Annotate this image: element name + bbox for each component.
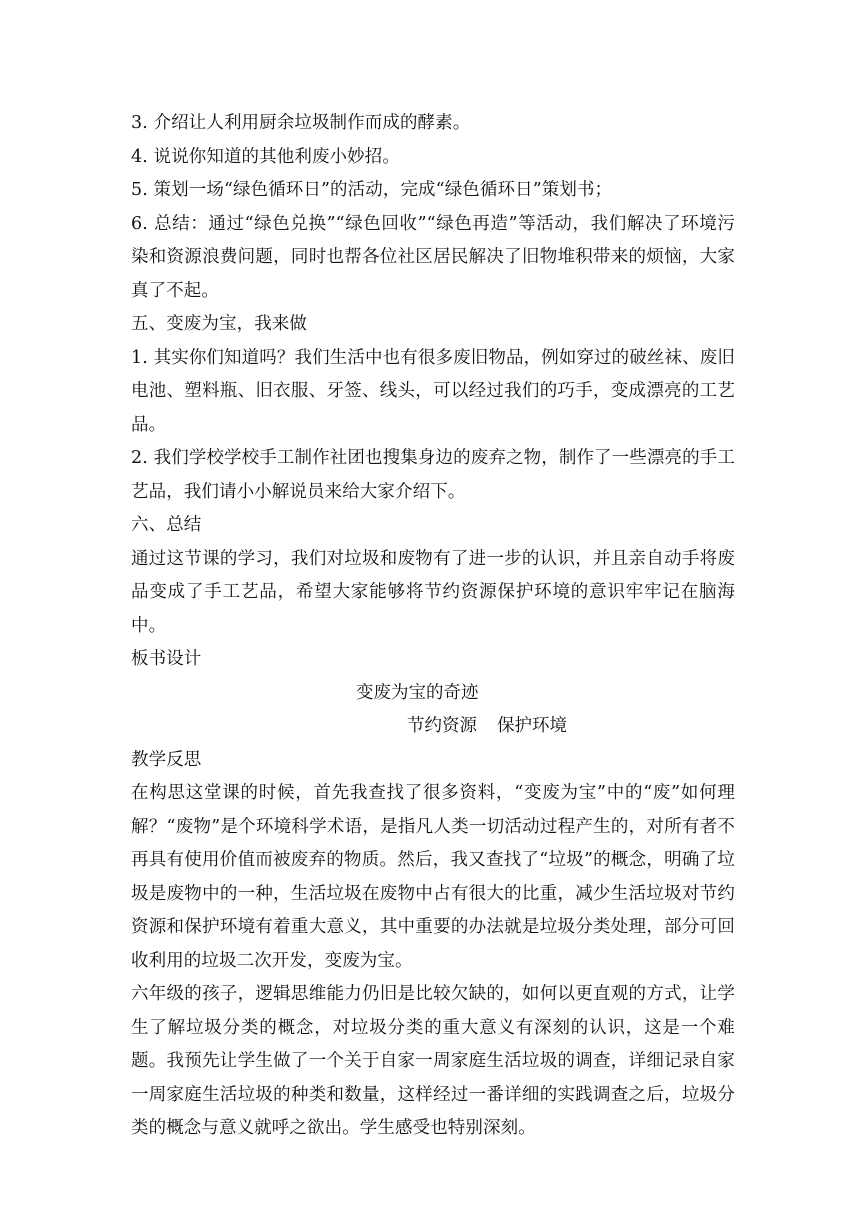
section-5-item-2: 2. 我们学校学校手工制作社团也搜集身边的废弃之物，制作了一些漂亮的手工艺品，我们请小小解说员来给大家介绍下。	[131, 448, 735, 502]
step-3-paragraph: 3. 介绍让人利用厨余垃圾制作而成的酵素。	[131, 113, 471, 133]
summary-paragraph: 通过这节课的学习，我们对垃圾和废物有了进一步的认识，并且亲自动手将废品变成了手工艺品，希望大家能够将节约资源保护环境的意识牢牢记在脑海中。	[131, 548, 735, 636]
section-5-heading: 五、变废为宝，我来做	[131, 314, 307, 334]
reflection-paragraph-2: 六年级的孩子，逻辑思维能力仍旧是比较欠缺的，如何以更直观的方式，让学生了解垃圾分类的概念，对垃圾分类的重大意义有深刻的认识，这是一个难题。我预先让学生做了一个关于自家一周家庭生活垃圾的调查，详细记录自家一周家庭生活垃圾的种类和数量，这样经过一番详细的实践调查之后，垃圾分类的概念与意义就呼之欲出。学生感受也特别深刻。	[131, 984, 735, 1138]
board-title: 变废为宝的奇迹	[356, 682, 479, 703]
step-6-paragraph: 6. 总结：通过“绿色兑换”“绿色回收”“绿色再造”等活动，我们解决了环境污染和资源浪费问题，同时也帮各位社区居民解决了旧物堆积带来的烦恼，大家真了不起。	[131, 213, 735, 301]
step-4-paragraph: 4. 说说你知道的其他利废小妙招。	[131, 146, 400, 167]
board-subtitle-right: 保护环境	[497, 716, 567, 736]
reflection-heading: 教学反思	[131, 749, 202, 770]
board-subtitle-left: 节约资源	[407, 716, 477, 736]
board-design-heading: 板书设计	[131, 649, 202, 669]
section-6-heading: 六、总结	[131, 515, 202, 535]
document-body	[131, 107, 735, 1146]
board-subtitle	[131, 710, 735, 744]
section-5-item-1: 1. 其实你们知道吗？我们生活中也有很多废旧物品，例如穿过的破丝袜、废旧电池、塑料瓶、旧衣服、牙签、线头，可以经过我们的巧手，变成漂亮的工艺品。	[131, 347, 735, 435]
reflection-paragraph-1: 在构思这堂课的时候，首先我查找了很多资料，“变废为宝”中的“废”如何理解？“废物”是个环境科学术语，是指凡人类一切活动过程产生的，对所有者不再具有使用价值而被废弃的物质。然后，我又查找了“垃圾”的概念，明确了垃圾是废物中的一种，生活垃圾在废物中占有很大的比重，减少生活垃圾对节约资源和保护环境有着重大意义，其中重要的办法就是垃圾分类处理，部分可回收利用的垃圾二次开发，变废为宝。	[131, 783, 735, 971]
step-5-paragraph: 5. 策划一场“绿色循环日”的活动，完成“绿色循环日”策划书；	[131, 180, 613, 200]
